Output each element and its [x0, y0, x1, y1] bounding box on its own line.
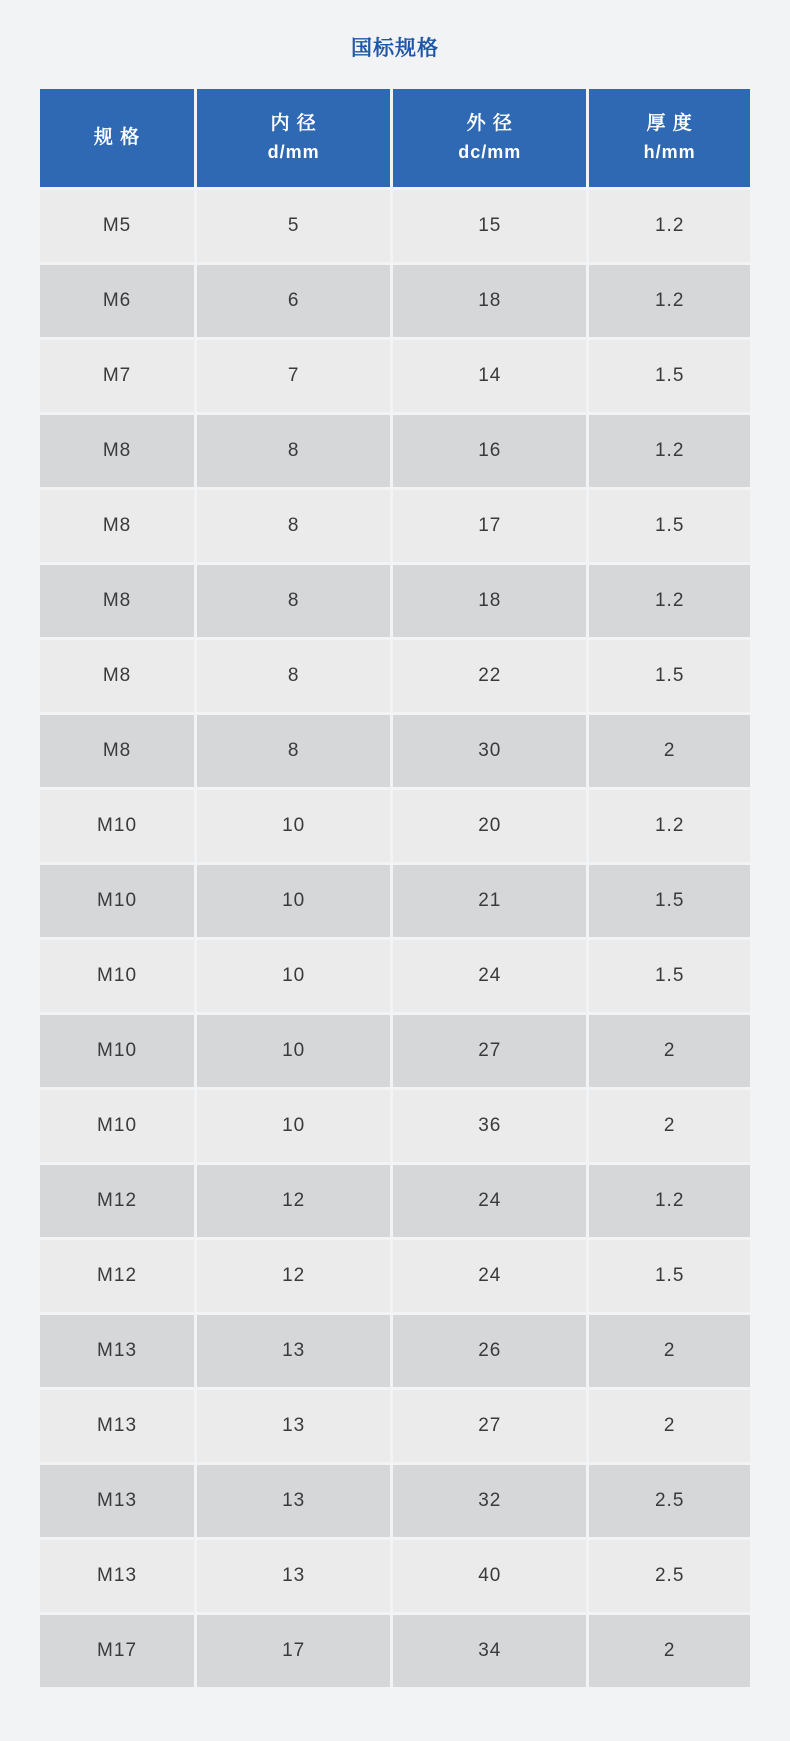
table-row	[40, 715, 750, 787]
table-row	[40, 640, 750, 712]
cell-outer-diameter: 18	[393, 565, 586, 637]
column-header-thickness-main: 厚 度	[646, 113, 693, 135]
table-row	[40, 1015, 750, 1087]
cell-inner-diameter: 8	[197, 715, 390, 787]
cell-thickness: 1.2	[589, 565, 750, 637]
cell-inner-diameter: 12	[197, 1165, 390, 1237]
column-header-outer-diameter-main: 外 径	[466, 113, 513, 135]
cell-spec: M5	[40, 190, 194, 262]
cell-thickness: 1.5	[589, 490, 750, 562]
table-row	[40, 1540, 750, 1612]
cell-thickness: 1.5	[589, 940, 750, 1012]
table-row	[40, 1315, 750, 1387]
table-row	[40, 490, 750, 562]
cell-thickness: 2	[589, 1615, 750, 1687]
column-header-thickness	[589, 89, 750, 187]
table-row	[40, 865, 750, 937]
cell-thickness: 1.5	[589, 865, 750, 937]
cell-spec: M13	[40, 1540, 194, 1612]
cell-spec: M17	[40, 1615, 194, 1687]
cell-outer-diameter: 15	[393, 190, 586, 262]
table-row	[40, 415, 750, 487]
cell-outer-diameter: 30	[393, 715, 586, 787]
table-header-row	[40, 89, 750, 187]
table-body	[40, 190, 750, 1687]
cell-thickness: 1.2	[589, 190, 750, 262]
table-header	[40, 89, 750, 187]
cell-inner-diameter: 13	[197, 1540, 390, 1612]
table-row	[40, 1390, 750, 1462]
column-header-inner-diameter-sub: d/mm	[267, 141, 320, 162]
cell-thickness: 1.2	[589, 415, 750, 487]
cell-spec: M8	[40, 565, 194, 637]
cell-spec: M7	[40, 340, 194, 412]
cell-inner-diameter: 8	[197, 415, 390, 487]
column-header-spec	[40, 89, 194, 187]
cell-thickness: 2	[589, 1015, 750, 1087]
cell-inner-diameter: 5	[197, 190, 390, 262]
table-row	[40, 1090, 750, 1162]
cell-spec: M8	[40, 640, 194, 712]
cell-thickness: 1.2	[589, 1165, 750, 1237]
cell-spec: M12	[40, 1165, 194, 1237]
cell-spec: M10	[40, 865, 194, 937]
table-row	[40, 265, 750, 337]
cell-inner-diameter: 8	[197, 640, 390, 712]
cell-outer-diameter: 24	[393, 1240, 586, 1312]
cell-inner-diameter: 8	[197, 565, 390, 637]
cell-spec: M6	[40, 265, 194, 337]
cell-thickness: 2	[589, 715, 750, 787]
cell-spec: M10	[40, 940, 194, 1012]
cell-outer-diameter: 14	[393, 340, 586, 412]
table-row	[40, 940, 750, 1012]
table-row	[40, 340, 750, 412]
page-title: 国标规格	[351, 37, 439, 60]
table-row	[40, 1465, 750, 1537]
table-row	[40, 565, 750, 637]
cell-thickness: 2	[589, 1090, 750, 1162]
cell-outer-diameter: 18	[393, 265, 586, 337]
cell-outer-diameter: 20	[393, 790, 586, 862]
cell-inner-diameter: 7	[197, 340, 390, 412]
cell-outer-diameter: 24	[393, 1165, 586, 1237]
column-header-thickness-sub: h/mm	[643, 141, 696, 162]
cell-spec: M13	[40, 1315, 194, 1387]
column-header-outer-diameter	[393, 89, 586, 187]
cell-inner-diameter: 13	[197, 1390, 390, 1462]
cell-outer-diameter: 27	[393, 1015, 586, 1087]
table-row	[40, 1240, 750, 1312]
column-header-inner-diameter-main: 内 径	[270, 113, 317, 135]
cell-inner-diameter: 8	[197, 490, 390, 562]
cell-spec: M10	[40, 1015, 194, 1087]
cell-thickness: 1.5	[589, 640, 750, 712]
cell-spec: M8	[40, 490, 194, 562]
column-header-outer-diameter-sub: dc/mm	[458, 141, 522, 162]
cell-outer-diameter: 27	[393, 1390, 586, 1462]
cell-outer-diameter: 36	[393, 1090, 586, 1162]
cell-outer-diameter: 26	[393, 1315, 586, 1387]
cell-inner-diameter: 10	[197, 1015, 390, 1087]
cell-thickness: 1.5	[589, 1240, 750, 1312]
cell-inner-diameter: 13	[197, 1315, 390, 1387]
cell-spec: M13	[40, 1390, 194, 1462]
cell-thickness: 2	[589, 1315, 750, 1387]
cell-inner-diameter: 10	[197, 865, 390, 937]
cell-inner-diameter: 13	[197, 1465, 390, 1537]
cell-thickness: 2.5	[589, 1540, 750, 1612]
cell-spec: M12	[40, 1240, 194, 1312]
cell-outer-diameter: 16	[393, 415, 586, 487]
cell-spec: M10	[40, 790, 194, 862]
cell-spec: M8	[40, 715, 194, 787]
cell-outer-diameter: 32	[393, 1465, 586, 1537]
column-header-spec-main: 规 格	[93, 126, 141, 148]
cell-spec: M13	[40, 1465, 194, 1537]
cell-outer-diameter: 34	[393, 1615, 586, 1687]
cell-inner-diameter: 10	[197, 790, 390, 862]
spec-table-container	[0, 86, 790, 1690]
cell-outer-diameter: 17	[393, 490, 586, 562]
cell-thickness: 1.5	[589, 340, 750, 412]
cell-inner-diameter: 6	[197, 265, 390, 337]
cell-inner-diameter: 10	[197, 940, 390, 1012]
cell-thickness: 2	[589, 1390, 750, 1462]
table-row	[40, 790, 750, 862]
cell-inner-diameter: 10	[197, 1090, 390, 1162]
spec-table	[37, 86, 753, 1690]
cell-thickness: 1.2	[589, 790, 750, 862]
table-row	[40, 1165, 750, 1237]
cell-inner-diameter: 17	[197, 1615, 390, 1687]
table-row	[40, 190, 750, 262]
cell-inner-diameter: 12	[197, 1240, 390, 1312]
cell-outer-diameter: 40	[393, 1540, 586, 1612]
cell-outer-diameter: 22	[393, 640, 586, 712]
cell-thickness: 1.2	[589, 265, 750, 337]
cell-spec: M10	[40, 1090, 194, 1162]
cell-spec: M8	[40, 415, 194, 487]
table-row	[40, 1615, 750, 1687]
column-header-inner-diameter	[197, 89, 390, 187]
cell-outer-diameter: 24	[393, 940, 586, 1012]
cell-outer-diameter: 21	[393, 865, 586, 937]
cell-thickness: 2.5	[589, 1465, 750, 1537]
